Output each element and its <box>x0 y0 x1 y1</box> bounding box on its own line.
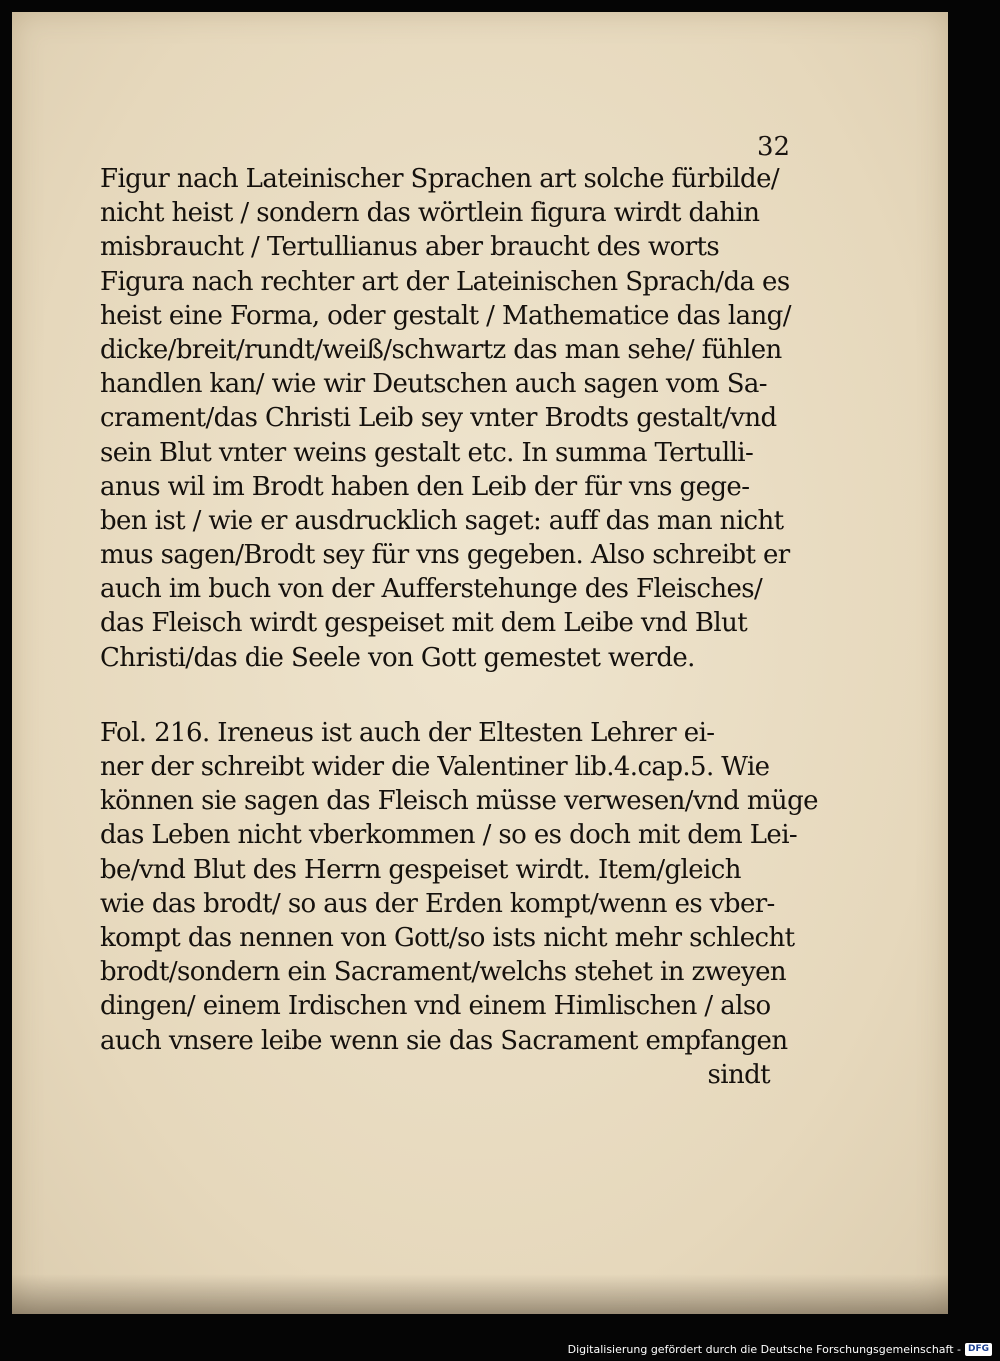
text-line: Christi/das die Seele von Gott gemestet werde. <box>100 642 695 673</box>
text-line: handlen kan/ wie wir Deutschen auch sagen vom Sa- <box>100 369 767 400</box>
text-line: brodt/sondern ein Sacrament/welchs stehet in zweyen <box>100 957 787 988</box>
text-line: kompt das nennen von Gott/so ists nicht mehr schlecht <box>100 922 795 953</box>
text-line: crament/das Christi Leib sey vnter Brodts gestalt/vnd <box>100 403 777 434</box>
text-line: mus sagen/Brodt sey für vns gegeben. Also schreibt er <box>100 540 790 571</box>
text-line: sein Blut vnter weins gestalt etc. In summa Tertulli- <box>100 437 754 468</box>
text-line: dingen/ einem Irdischen vnd einem Himlischen / also <box>100 991 771 1022</box>
text-line: das Fleisch wirdt gespeiset mit dem Leibe vnd Blut <box>100 608 748 639</box>
page-number: 32 <box>757 132 791 162</box>
text-line: können sie sagen das Fleisch müsse verwesen/vnd müge <box>100 786 818 817</box>
page-text <box>100 162 820 1092</box>
catchword: sindt <box>707 1059 770 1090</box>
text-line: heist eine Forma, oder gestalt / Mathematice das lang/ <box>100 300 791 331</box>
text-line: Figura nach rechter art der Lateinischen Sprach/da es <box>100 266 790 297</box>
text-line: be/vnd Blut des Herrn gespeiset wirdt. Item/gleich <box>100 854 741 885</box>
dfg-logo-icon: DFG <box>965 1343 992 1356</box>
text-line: misbraucht / Tertullianus aber braucht des worts <box>100 232 720 263</box>
text-line: das Leben nicht vberkommen / so es doch mit dem Lei- <box>100 820 798 851</box>
text-line: auch vnsere leibe wenn sie das Sacrament empfangen <box>100 1025 788 1056</box>
text-line: Figur nach Lateinischer Sprachen art solche fürbilde/ <box>100 164 780 194</box>
footer-credit <box>568 1343 992 1356</box>
text-line: wie das brodt/ so aus der Erden kompt/wenn es vber- <box>100 888 775 919</box>
paragraph-gap <box>100 675 820 716</box>
page-edge-shadow <box>12 1274 948 1314</box>
text-line: Fol. 216. Ireneus ist auch der Eltesten Lehrer ei- <box>100 717 715 748</box>
book-page <box>12 12 948 1314</box>
credit-text: Digitalisierung gefördert durch die Deutsche Forschungsgemeinschaft - <box>567 1343 961 1356</box>
text-line: ben ist / wie er ausdrucklich saget: auff das man nicht <box>100 505 784 536</box>
text-line: ner der schreibt wider die Valentiner lib.4.cap.5. Wie <box>100 752 770 782</box>
text-line: anus wil im Brodt haben den Leib der für vns gege- <box>100 471 750 502</box>
text-line: auch im buch von der Aufferstehunge des Fleisches/ <box>100 574 763 605</box>
text-line: nicht heist / sondern das wörtlein figura wirdt dahin <box>100 198 760 229</box>
text-line: dicke/breit/rundt/weiß/schwartz das man sehe/ fühlen <box>100 334 782 365</box>
